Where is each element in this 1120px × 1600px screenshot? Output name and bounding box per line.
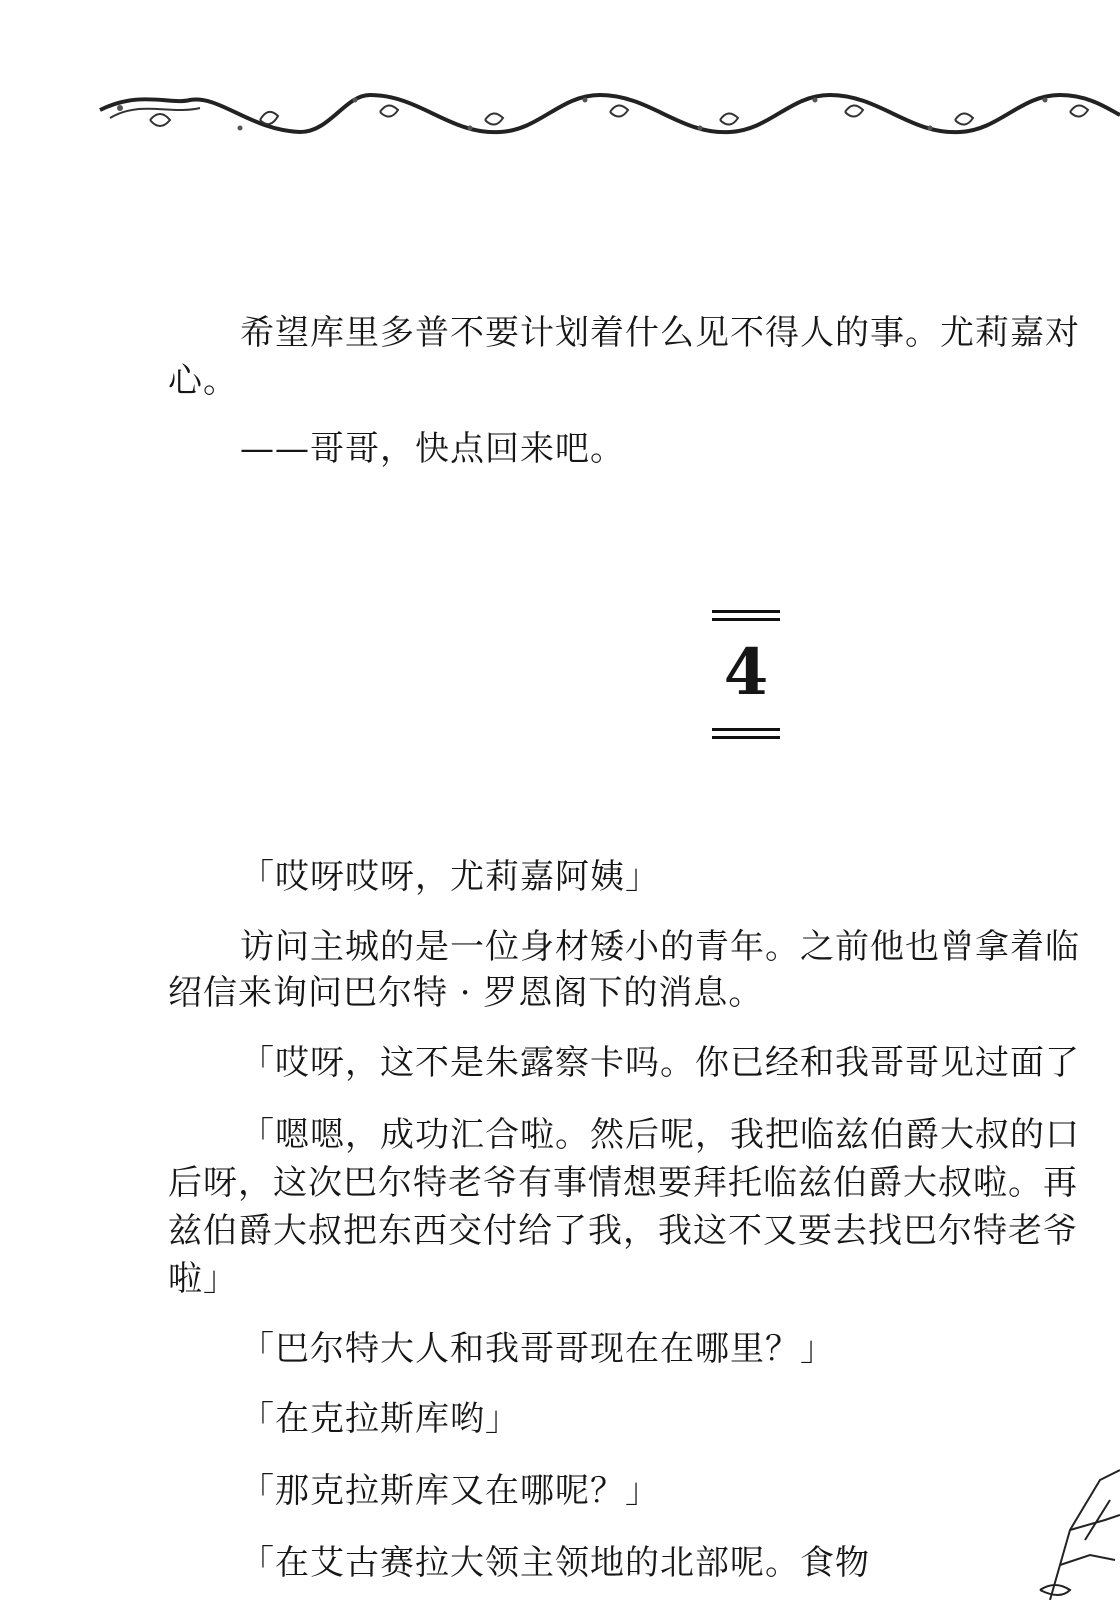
dialogue-line: 兹伯爵大叔把东西交付给了我，我这不又要去找巴尔特老爷	[168, 1211, 1078, 1251]
body-text-line: 希望库里多普不要计划着什么见不得人的事。尤莉嘉对	[240, 313, 1080, 353]
dialogue-line: 「哎呀，这不是朱露察卡吗。你已经和我哥哥见过面了	[240, 1043, 1080, 1083]
dialogue-line: 「在艾古赛拉大领主领地的北部呢。食物	[240, 1543, 870, 1583]
dialogue-line: 后呀，这次巴尔特老爷有事情想要拜托临兹伯爵大叔啦。再	[168, 1163, 1078, 1203]
dialogue-line: 「哎呀哎呀，尤莉嘉阿姨」	[240, 857, 660, 897]
dialogue-line: 「在克拉斯库哟」	[240, 1399, 520, 1439]
dialogue-line: 「巴尔特大人和我哥哥现在在哪里？」	[240, 1329, 835, 1369]
chapter-number: 4	[723, 635, 769, 710]
dialogue-line: 「那克拉斯库又在哪呢？」	[240, 1471, 660, 1511]
corner-illustration	[1030, 1460, 1120, 1600]
chapter-heading	[712, 608, 780, 738]
body-text-line: 绍信来询问巴尔特 · 罗恩阁下的消息。	[168, 973, 764, 1013]
dialogue-line: 啦」	[168, 1259, 238, 1299]
body-text-line: ——哥哥，快点回来吧。	[240, 429, 625, 469]
decorative-vine-border	[0, 70, 1120, 170]
dialogue-line: 「嗯嗯，成功汇合啦。然后呢，我把临兹伯爵大叔的口	[240, 1115, 1080, 1155]
body-text-line: 心。	[168, 361, 238, 401]
body-text-line: 访问主城的是一位身材矮小的青年。之前他也曾拿着临	[240, 927, 1080, 967]
